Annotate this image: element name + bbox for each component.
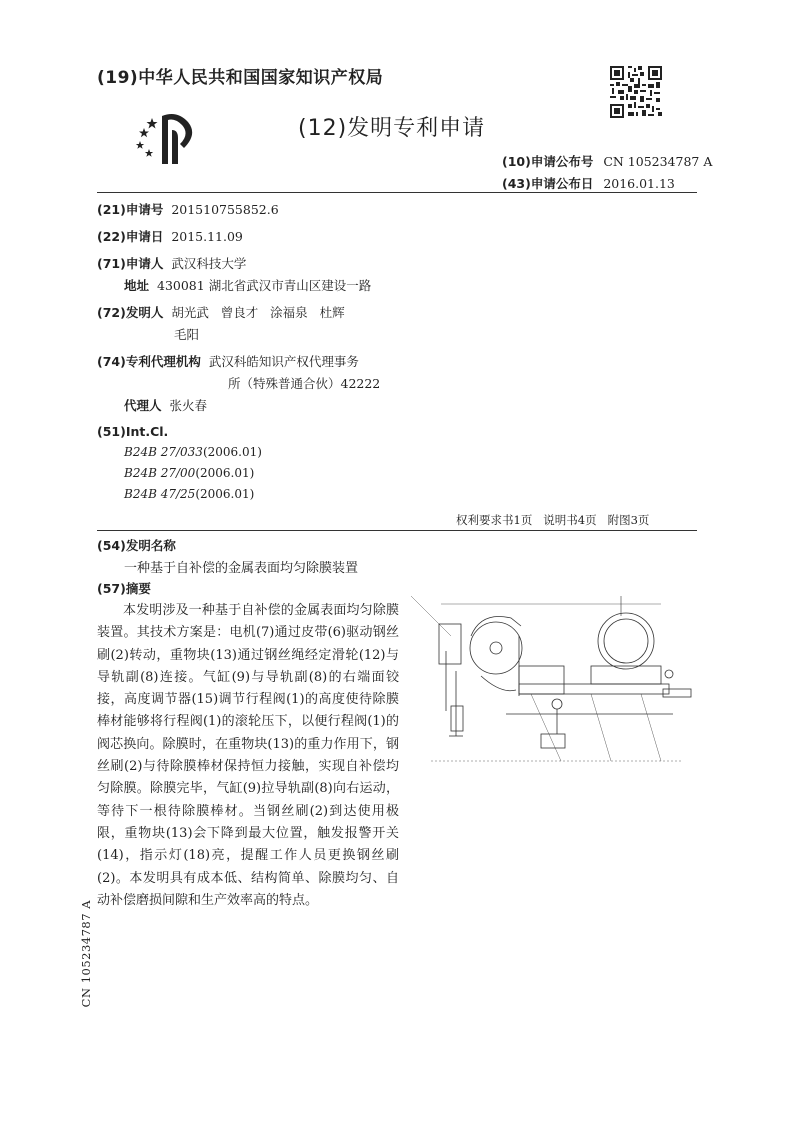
ipc-classification: [124, 466, 254, 480]
ipc-code: B24B 27/00: [124, 466, 196, 480]
application-number-label: (21)申请号: [97, 202, 164, 217]
agency: 武汉科皓知识产权代理事务: [208, 354, 359, 369]
publication-date-row: [502, 174, 675, 192]
application-number-row: [97, 200, 279, 218]
header-divider: [97, 192, 697, 193]
page-counts: 权利要求书1页 说明书4页 附图3页: [456, 513, 650, 527]
abstract-text: 本发明涉及一种基于自补偿的金属表面均匀除膜装置。其技术方案是：电机(7)通过皮带(6)驱动钢丝刷(2)转动，重物块(13)通过钢丝绳经定滑轮(12)与导轨副(8)连接。气缸(9)与导轨副(8)的右端面铰接，高度调节器(15)调节行程阀(1)的高度使待除膜棒材能够将行程阀(1)的滚轮压下，以便行程阀(1)的阀芯换向。除膜时，在重物块(13)的重力作用下，钢丝刷(2)与待除膜棒材保持恒力接触，实现自补偿均匀除膜。除膜完毕，气缸(9)拉导轨副(8)向右运动，等待下一根待除膜棒材。当钢丝刷(2)到达使用极限，重物块(13)会下降到最大位置，触发报警开关(14)，指示灯(18)亮，提醒工作人员更换钢丝刷(2)。本发明具有成本低、结构简单、除膜均匀、自动补偿磨损间隙和生产效率高的特点。: [97, 603, 399, 908]
publication-date-label: (43)申请公布日: [502, 176, 594, 191]
agency-label: (74)专利代理机构: [97, 354, 201, 369]
applicant-row: [97, 254, 246, 272]
inventors: 胡光武 曾良才 涂福泉 杜辉: [171, 305, 345, 320]
publication-number: CN 105234787 A: [603, 154, 713, 169]
inventors-row: [97, 303, 345, 321]
address-label: 地址: [124, 278, 150, 293]
cnipa-logo-icon: [132, 108, 204, 166]
publication-number-label: (10)申请公布号: [502, 154, 594, 169]
applicant-label: (71)申请人: [97, 256, 164, 271]
ipc-date: (2006.01): [195, 466, 255, 480]
document-type-title: (12)发明专利申请: [298, 116, 486, 141]
application-date-label: (22)申请日: [97, 229, 164, 244]
inventors-label: (72)发明人: [97, 305, 164, 320]
agency-row: [97, 352, 359, 370]
abstract-label: (57)摘要: [97, 581, 151, 596]
address-row: [124, 276, 371, 294]
ipc-classification: [124, 487, 254, 501]
applicant: 武汉科技大学: [171, 256, 247, 271]
side-publication-number: CN 105234787 A: [79, 900, 93, 1008]
int-cl-label: (51)Int.Cl.: [97, 424, 169, 439]
office-name: (19)中华人民共和国国家知识产权局: [97, 68, 384, 88]
title-label: (54)发明名称: [97, 538, 176, 553]
agency-line-2: 所（特殊普通合伙）42222: [228, 376, 381, 391]
ipc-date: (2006.01): [195, 487, 255, 501]
qr-code-icon: [610, 66, 662, 118]
invention-title: 一种基于自补偿的金属表面均匀除膜装置: [124, 561, 359, 576]
ipc-classification: [124, 445, 262, 459]
fields-divider: [97, 530, 697, 531]
agent: 张火春: [169, 398, 208, 413]
application-date: 2015.11.09: [171, 229, 243, 244]
ipc-code: B24B 47/25: [124, 487, 196, 501]
address: 430081 湖北省武汉市青山区建设一路: [157, 278, 372, 293]
agent-row: [124, 396, 207, 414]
agent-label: 代理人: [124, 398, 162, 413]
ipc-code: B24B 27/033: [124, 445, 203, 459]
application-number: 201510755852.6: [171, 202, 279, 217]
publication-number-row: [502, 152, 712, 170]
int-cl-row: [97, 424, 168, 439]
abstract-drawing: [411, 596, 698, 767]
publication-date: 2016.01.13: [603, 176, 675, 191]
inventors-line-2: 毛阳: [174, 327, 200, 342]
application-date-row: [97, 227, 243, 245]
ipc-date: (2006.01): [202, 445, 262, 459]
